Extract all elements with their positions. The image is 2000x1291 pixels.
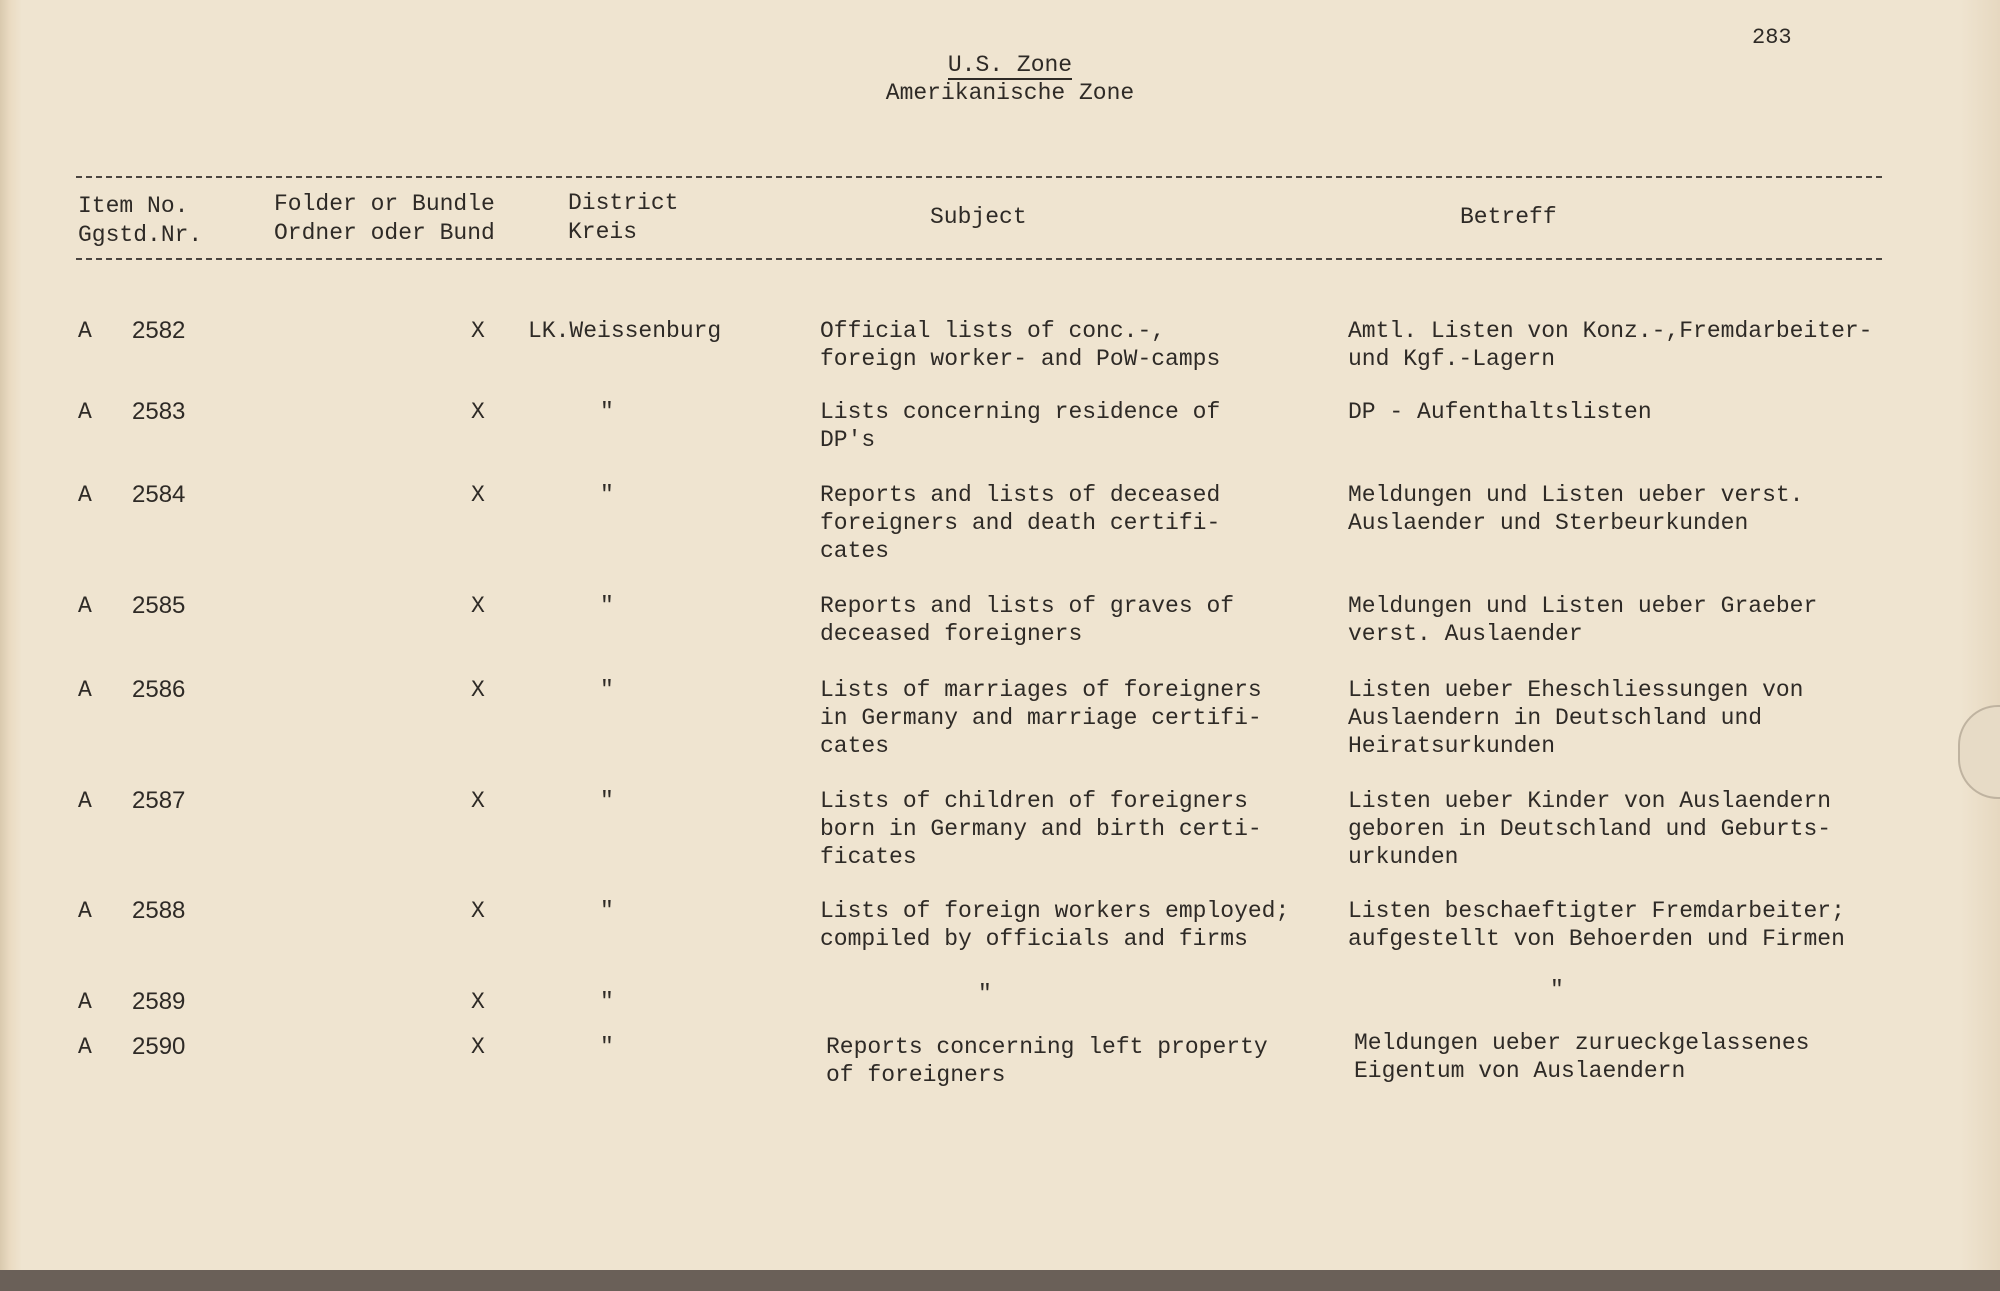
betreff (1348, 481, 1803, 537)
subject (820, 592, 1234, 648)
table-row (0, 481, 2000, 564)
page-number: 283 (1752, 25, 1792, 50)
subject (820, 398, 1220, 454)
district: " (600, 1034, 614, 1060)
header-divider-bottom (76, 258, 1882, 260)
betreff-line: urkunden (1348, 844, 1459, 870)
item-prefix: A (78, 482, 92, 508)
page-title (930, 52, 1090, 78)
district: " (600, 399, 614, 425)
betreff-line: Meldungen und Listen ueber verst. (1348, 482, 1804, 508)
item-number: 2587 (132, 787, 186, 814)
item-number: 2589 (132, 988, 186, 1015)
item-number: 2590 (132, 1033, 186, 1060)
column-header-folder-en: Folder or Bundle (274, 191, 495, 217)
item-prefix: A (78, 898, 92, 924)
folder-mark: X (471, 399, 485, 425)
item-number: 2583 (132, 398, 186, 425)
betreff-line: geboren in Deutschland und Geburts- (1348, 816, 1832, 842)
subject (820, 317, 1220, 373)
betreff (1354, 1029, 1809, 1085)
subject-line: Lists of foreign workers employed; (820, 898, 1290, 924)
subject (826, 1033, 1268, 1089)
page-subtitle: Amerikanische Zone (885, 80, 1135, 106)
betreff-line: DP - Aufenthaltslisten (1348, 399, 1652, 425)
table-row (0, 317, 2000, 372)
table-row (0, 398, 2000, 453)
subject (820, 787, 1262, 871)
betreff (1348, 592, 1817, 648)
subject-line: foreign worker- and PoW-camps (820, 346, 1221, 372)
betreff-line: Amtl. Listen von Konz.-,Fremdarbeiter- (1348, 318, 1873, 344)
subject (820, 481, 1220, 565)
folder-mark: X (471, 677, 485, 703)
betreff-line: verst. Auslaender (1348, 621, 1583, 647)
subject (820, 676, 1262, 760)
betreff (1348, 897, 1845, 953)
item-prefix: A (78, 677, 92, 703)
subject-line: foreigners and death certifi- (820, 510, 1221, 536)
column-header-item-de: Ggstd.Nr. (78, 222, 203, 248)
item-prefix: A (78, 989, 92, 1015)
folder-mark: X (471, 593, 485, 619)
column-header-betreff: Betreff (1460, 204, 1557, 230)
column-header-district-de: Kreis (568, 219, 638, 245)
subject-line: in Germany and marriage certifi- (820, 705, 1262, 731)
betreff-line: Meldungen und Listen ueber Graeber (1348, 593, 1818, 619)
item-prefix: A (78, 788, 92, 814)
item-number: 2584 (132, 481, 186, 508)
district: " (600, 677, 614, 703)
scan-bottom-edge (0, 1270, 2000, 1291)
betreff-line: Listen ueber Kinder von Auslaendern (1348, 788, 1832, 814)
subject-line: DP's (820, 427, 876, 453)
betreff (1348, 317, 1873, 373)
subject-line: cates (820, 733, 890, 759)
subject-line: compiled by officials and firms (820, 926, 1248, 952)
folder-mark: X (471, 788, 485, 814)
betreff-line: Auslaender und Sterbeurkunden (1348, 510, 1749, 536)
item-number: 2586 (132, 676, 186, 703)
folder-mark: X (471, 318, 485, 344)
subject-line: of foreigners (826, 1062, 1006, 1088)
district: " (600, 898, 614, 924)
betreff-line: aufgestellt von Behoerden und Firmen (1348, 926, 1845, 952)
table-row (0, 787, 2000, 870)
subject-line: Lists concerning residence of (820, 399, 1221, 425)
subject-line: Official lists of conc.-, (820, 318, 1166, 344)
betreff (1348, 398, 1652, 426)
betreff-line: Heiratsurkunden (1348, 733, 1556, 759)
table-row (0, 592, 2000, 647)
column-header-item-en: Item No. (78, 193, 189, 219)
folder-mark: X (471, 989, 485, 1015)
folder-mark: X (471, 898, 485, 924)
betreff-line: Eigentum von Auslaendern (1354, 1058, 1686, 1084)
item-prefix: A (78, 593, 92, 619)
column-header-folder-de: Ordner oder Bund (274, 220, 495, 246)
subject-line: Reports concerning left property (826, 1034, 1268, 1060)
subject-line: " (978, 981, 992, 1007)
item-prefix: A (78, 318, 92, 344)
district: " (600, 593, 614, 619)
page-tab-notch (1958, 705, 2000, 799)
betreff-line: und Kgf.-Lagern (1348, 346, 1556, 372)
item-number: 2582 (132, 317, 186, 344)
item-prefix: A (78, 1034, 92, 1060)
subject-line: deceased foreigners (820, 621, 1083, 647)
table-row (0, 897, 2000, 952)
subject-line: cates (820, 538, 890, 564)
column-header-subject: Subject (930, 204, 1027, 230)
page-title-text: U.S. Zone (947, 52, 1073, 78)
subject-line: Lists of marriages of foreigners (820, 677, 1262, 703)
district: " (600, 482, 614, 508)
table-row (0, 1030, 2000, 1088)
betreff-line: Listen ueber Eheschliessungen von (1348, 677, 1804, 703)
district: LK.Weissenburg (528, 318, 722, 344)
subject-line: ficates (820, 844, 917, 870)
header-divider-top (76, 176, 1882, 178)
subject (820, 897, 1289, 953)
folder-mark: X (471, 1034, 485, 1060)
subject-line: Lists of children of foreigners (820, 788, 1248, 814)
column-header-item (78, 192, 202, 250)
betreff (1348, 676, 1803, 760)
betreff-line: Meldungen ueber zurueckgelassenes (1354, 1030, 1810, 1056)
betreff (1550, 976, 1564, 1004)
subject-line: born in Germany and birth certi- (820, 816, 1262, 842)
column-header-district (568, 189, 678, 247)
folder-mark: X (471, 482, 485, 508)
subject (978, 980, 992, 1008)
item-prefix: A (78, 399, 92, 425)
table-row (0, 977, 2000, 1015)
subject-line: Reports and lists of graves of (820, 593, 1235, 619)
betreff-line: Listen beschaeftigter Fremdarbeiter; (1348, 898, 1845, 924)
district: " (600, 989, 614, 1015)
betreff-line: " (1550, 977, 1564, 1003)
district: " (600, 788, 614, 814)
table-row (0, 676, 2000, 759)
column-header-folder (274, 190, 495, 248)
betreff-line: Auslaendern in Deutschland und (1348, 705, 1763, 731)
item-number: 2588 (132, 897, 186, 924)
item-number: 2585 (132, 592, 186, 619)
column-header-district-en: District (568, 190, 679, 216)
betreff (1348, 787, 1831, 871)
subject-line: Reports and lists of deceased (820, 482, 1221, 508)
